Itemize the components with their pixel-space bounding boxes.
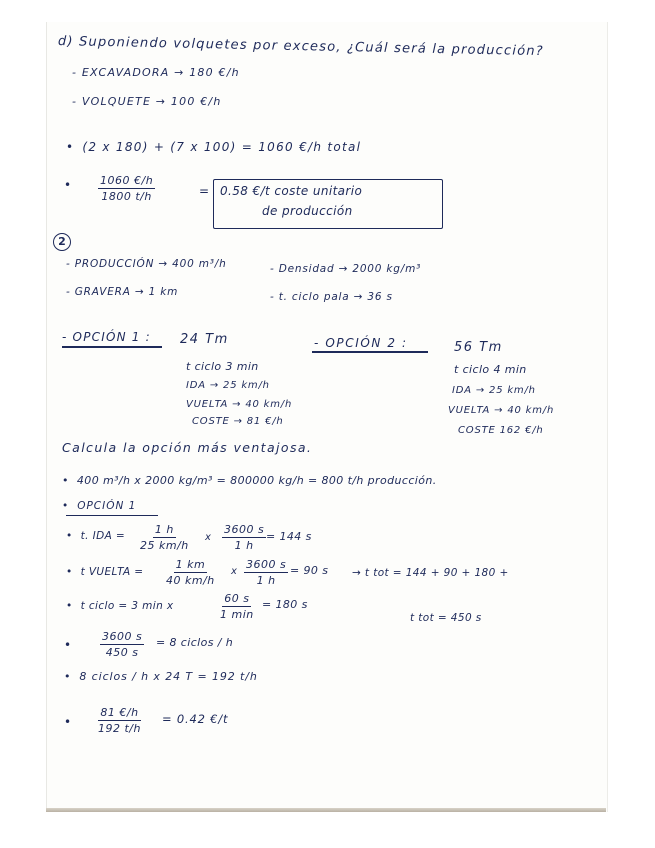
bullet-dot-coste: • xyxy=(64,715,72,729)
opcion-2-capacity: 56 Tm xyxy=(454,340,503,355)
section-number-2: 2 xyxy=(53,233,71,251)
unit-cost-denominator: 1800 t/h xyxy=(101,190,152,203)
opcion-2-coste: COSTE 162 €/h xyxy=(458,425,544,436)
page-bottom-edge xyxy=(46,808,606,812)
solution-op1-underline xyxy=(66,515,158,516)
t-ida-fraction-2 xyxy=(222,523,266,552)
bullet-dot: • xyxy=(64,178,72,192)
coste-result: = 0.42 €/t xyxy=(162,712,229,726)
total-cost-calc: • (2 x 180) + (7 x 100) = 1060 €/h total xyxy=(66,140,361,154)
produccion-line: - PRODUCCIÓN → 400 m³/h xyxy=(66,258,227,270)
box-line-1: 0.58 €/t coste unitario xyxy=(220,184,363,198)
t-vuelta-times: x xyxy=(231,566,238,577)
t-ida-result: = 144 s xyxy=(266,530,312,543)
opcion-1-title: - OPCIÓN 1 : xyxy=(62,330,151,344)
t-ciclo-fraction xyxy=(218,592,256,621)
opcion-1-capacity: 24 Tm xyxy=(180,332,229,347)
densidad-line: - Densidad → 2000 kg/m³ xyxy=(270,263,422,275)
t-tot-line: → t tot = 144 + 90 + 180 + xyxy=(352,567,509,579)
t-tot-value: t tot = 450 s xyxy=(410,612,482,624)
unit-cost-fraction xyxy=(98,174,155,203)
t-vuelta-fraction-2 xyxy=(244,558,288,587)
opcion-2-t-ciclo: t ciclo 4 min xyxy=(454,363,527,376)
coste-denominator: 192 t/h xyxy=(98,722,141,735)
opcion-2-underline xyxy=(312,351,428,353)
t-vuelta-f1-numerator: 1 km xyxy=(175,558,206,571)
result-box xyxy=(213,179,443,229)
t-vuelta-fraction-1 xyxy=(164,558,217,587)
t-ida-times: x xyxy=(205,532,212,543)
t-vuelta-f2-numerator: 3600 s xyxy=(246,558,287,571)
gravera-line: - GRAVERA → 1 km xyxy=(66,286,179,298)
coste-numerator: 81 €/h xyxy=(100,706,139,719)
t-ida-f2-numerator: 3600 s xyxy=(224,523,265,536)
opcion-2-title: - OPCIÓN 2 : xyxy=(314,336,408,350)
production-calc: • 400 m³/h x 2000 kg/m³ = 800000 kg/h = 800 t/h producción. xyxy=(62,474,437,487)
calcula-line: Calcula la opción más ventajosa. xyxy=(62,440,313,455)
excavadora-line: - EXCAVADORA → 180 €/h xyxy=(72,66,240,79)
t-vuelta-label: • t VUELTA = xyxy=(66,566,143,578)
t-ida-label: • t. IDA = xyxy=(66,530,125,542)
ciclos-result: = 8 ciclos / h xyxy=(156,636,234,649)
bullet-dot-ciclos: • xyxy=(64,638,72,652)
t-ciclo-numerator: 60 s xyxy=(224,592,250,605)
production-op1: • 8 ciclos / h x 24 T = 192 t/h xyxy=(64,670,258,683)
opcion-1-t-ciclo: t ciclo 3 min xyxy=(186,360,259,373)
t-vuelta-f1-denominator: 40 km/h xyxy=(166,574,215,587)
opcion-2-ida: IDA → 25 km/h xyxy=(452,385,536,396)
ciclos-fraction xyxy=(100,630,144,659)
ciclos-numerator: 3600 s xyxy=(102,630,143,643)
ciclos-denominator: 450 s xyxy=(105,646,139,659)
opcion-1-ida: IDA → 25 km/h xyxy=(186,380,270,391)
unit-cost-numerator: 1060 €/h xyxy=(100,174,154,187)
solution-op1-title: • OPCIÓN 1 xyxy=(62,500,136,512)
volquete-line: - VOLQUETE → 100 €/h xyxy=(72,95,222,108)
t-ciclo-denominator: 1 min xyxy=(220,608,254,621)
opcion-2-vuelta: VUELTA → 40 km/h xyxy=(448,405,555,416)
t-vuelta-result: = 90 s xyxy=(290,564,329,577)
coste-fraction xyxy=(96,706,143,735)
t-ciclo-label: • t ciclo = 3 min x xyxy=(66,600,174,612)
box-line-2: de producción xyxy=(262,204,353,218)
opcion-1-vuelta: VUELTA → 40 km/h xyxy=(186,399,293,410)
question-d: d) Suponiendo volquetes por exceso, ¿Cuál será la producción? xyxy=(57,34,544,60)
t-vuelta-f2-denominator: 1 h xyxy=(256,574,276,587)
t-ciclo-pala-line: - t. ciclo pala → 36 s xyxy=(270,291,393,303)
t-ida-f1-numerator: 1 h xyxy=(154,523,174,536)
t-ida-fraction-1 xyxy=(138,523,191,552)
t-ida-f2-denominator: 1 h xyxy=(234,539,254,552)
t-ida-f1-denominator: 25 km/h xyxy=(140,539,189,552)
opcion-1-underline xyxy=(62,346,162,348)
equals-sign: = xyxy=(199,184,210,198)
opcion-1-coste: COSTE → 81 €/h xyxy=(192,416,284,427)
t-ciclo-result: = 180 s xyxy=(262,598,308,611)
